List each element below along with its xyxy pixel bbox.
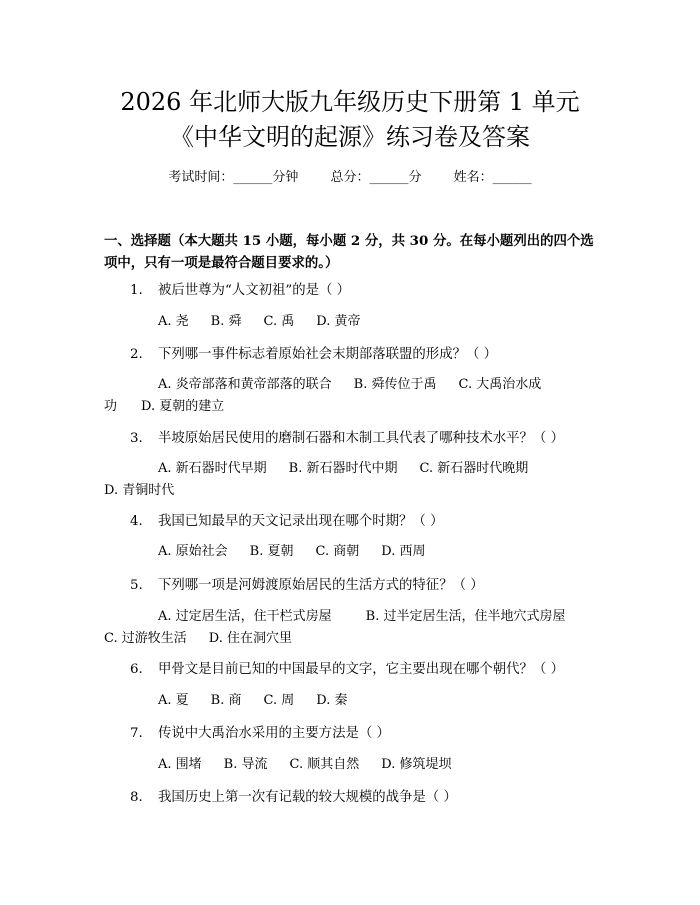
- option: A. 炎帝部落和黄帝部落的联合: [158, 377, 332, 392]
- question-4: [104, 512, 604, 532]
- option: B. 夏朝: [249, 544, 294, 559]
- question-1-options: [104, 311, 604, 333]
- question-number: 3.: [130, 431, 143, 446]
- exam-time: 考试时间：______分钟: [168, 170, 299, 185]
- option: B. 商: [210, 693, 242, 708]
- question-3: [104, 429, 604, 449]
- option: B. 过半定居生活，住半地穴式房屋: [365, 609, 566, 624]
- question-stem: 传说中大禹治水采用的主要方法是（ ）: [158, 726, 390, 741]
- option: C. 新石器时代晚期: [419, 461, 529, 476]
- option: A. 原始社会: [158, 544, 228, 559]
- option: B. 舜: [210, 314, 242, 329]
- option: D. 西周: [381, 544, 426, 559]
- question-number: 7.: [130, 726, 143, 741]
- question-2-options: [104, 374, 604, 418]
- option: D. 秦: [316, 693, 348, 708]
- option: A. 新石器时代早期: [158, 461, 267, 476]
- question-6-options: [104, 690, 604, 712]
- question-stem: 我国已知最早的天文记录出现在哪个时期？（ ）: [158, 514, 444, 529]
- option: A. 尧: [158, 314, 189, 329]
- question-stem: 下列哪一项是河姆渡原始居民的生活方式的特征？（ ）: [158, 578, 484, 593]
- option: A. 围堵: [158, 757, 202, 772]
- option: D. 夏朝的建立: [141, 399, 225, 414]
- question-5: [104, 576, 604, 596]
- question-5-options: [104, 606, 604, 650]
- option: D. 青铜时代: [104, 483, 175, 498]
- option: C. 顺其自然: [289, 757, 360, 772]
- option: C. 周: [263, 693, 295, 708]
- option: C. 商朝: [315, 544, 360, 559]
- question-stem: 半坡原始居民使用的磨制石器和木制工具代表了哪种技术水平？（ ）: [158, 431, 564, 446]
- option: B. 导流: [223, 757, 268, 772]
- title-line-1: 2026 年北师大版九年级历史下册第 1 单元: [120, 88, 580, 116]
- option: B. 舜传位于禹: [353, 377, 437, 392]
- student-name: 姓名：______: [453, 170, 532, 185]
- question-7-options: [104, 754, 604, 776]
- total-score: 总分：______分: [330, 170, 422, 185]
- question-number: 4.: [130, 514, 143, 529]
- question-4-options: [104, 541, 604, 563]
- question-2: [104, 345, 604, 365]
- question-number: 1.: [130, 283, 143, 298]
- question-stem: 下列哪一事件标志着原始社会末期部落联盟的形成？（ ）: [158, 347, 498, 362]
- option: A. 夏: [158, 693, 189, 708]
- title-line-2: 《中华文明的起源》练习卷及答案: [170, 123, 530, 151]
- option: C. 过游牧生活: [104, 631, 187, 646]
- question-8: [104, 788, 604, 808]
- option: C. 大禹治水成: [458, 377, 542, 392]
- question-stem: 我国历史上第一次有记载的较大规模的战争是（ ）: [158, 790, 457, 805]
- option: C. 禹: [263, 314, 295, 329]
- question-stem: 甲骨文是目前已知的中国最早的文字，它主要出现在哪个朝代？（ ）: [158, 662, 564, 677]
- option: A. 过定居生活，住干栏式房屋: [158, 609, 332, 624]
- question-number: 8.: [130, 790, 143, 805]
- exam-info: [0, 169, 700, 187]
- question-7: [104, 724, 604, 744]
- section-heading: 一、选择题（本大题共 15 小题，每小题 2 分，共 30 分。在每小题列出的四个选项中，只有一项是最符合题目要求的。）: [104, 233, 594, 271]
- option: B. 新石器时代中期: [288, 461, 398, 476]
- question-number: 5.: [130, 578, 143, 593]
- option: D. 修筑堤坝: [381, 757, 452, 772]
- question-3-options: [104, 458, 604, 502]
- question-number: 2.: [130, 347, 143, 362]
- question-1: [104, 281, 604, 301]
- question-stem: 被后世尊为“人文初祖”的是（ ）: [158, 283, 351, 298]
- option: 功: [104, 399, 118, 414]
- question-6: [104, 660, 604, 680]
- option: D. 住在洞穴里: [208, 631, 292, 646]
- option: D. 黄帝: [316, 314, 361, 329]
- question-number: 6.: [130, 662, 143, 677]
